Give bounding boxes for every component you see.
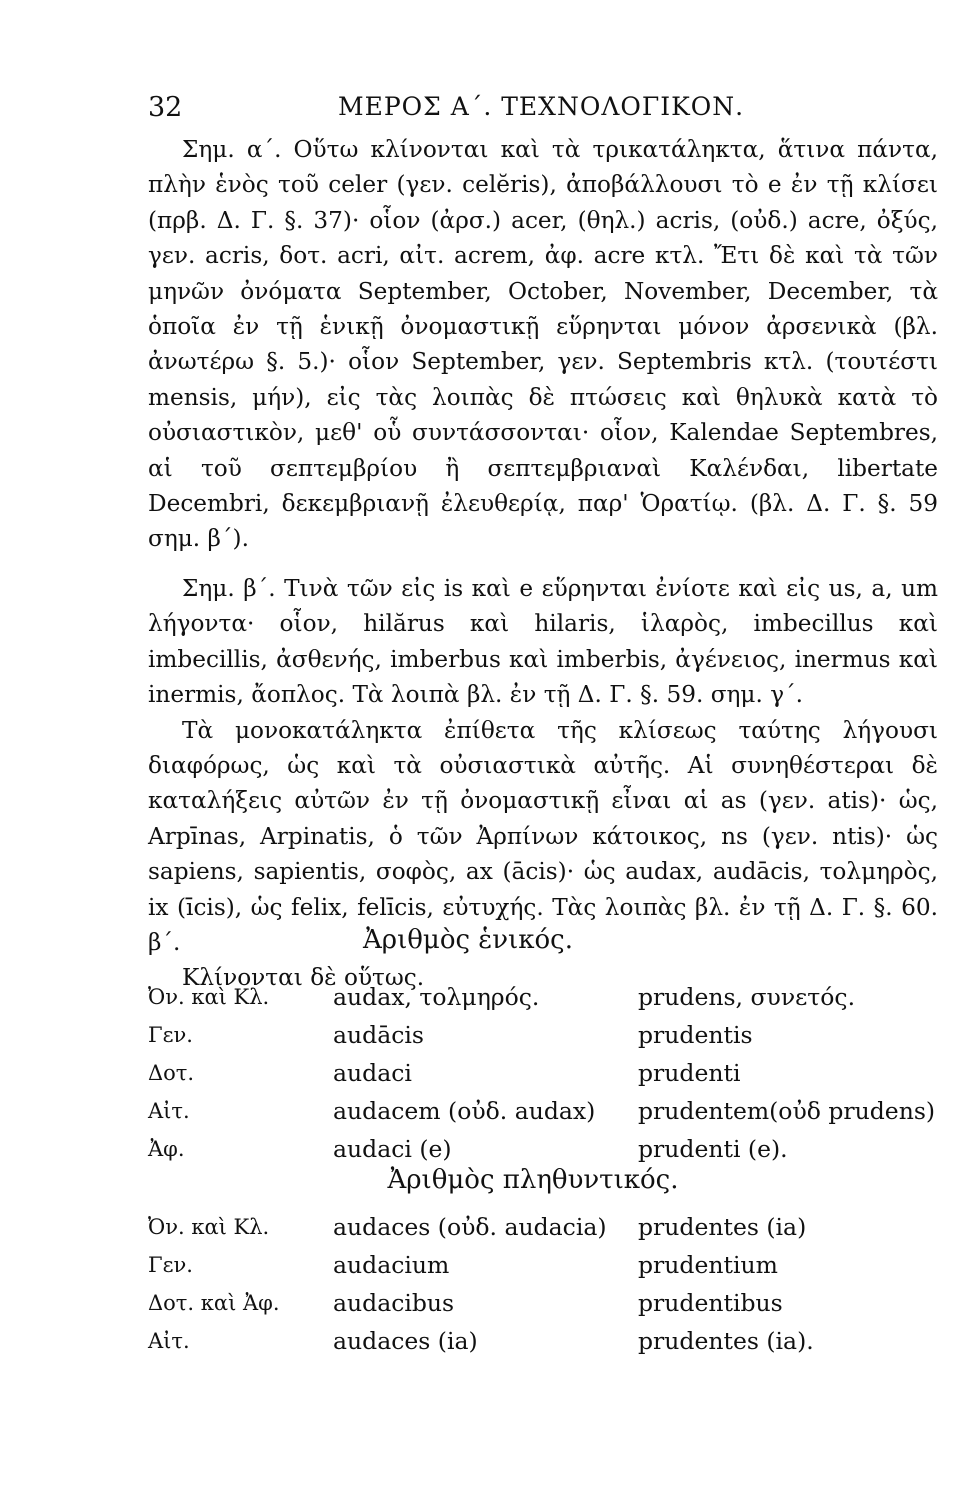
plural-heading: Ἀριθμὸς πληθυντικός. — [387, 1165, 679, 1195]
table-row — [148, 1246, 958, 1284]
audax-form: audaces (οὐδ. audacia) — [333, 1213, 607, 1241]
singular-heading: Ἀριθμὸς ἑνικός. — [363, 925, 573, 955]
table-row — [148, 1016, 958, 1054]
audax-form: audācis — [333, 1021, 424, 1049]
monoterminal-adjectives-paragraph: Τὰ μονοκατάληκτα ἐπίθετα τῆς κλίσεως ταύτης λήγουσι διαφόρως, ὡς καὶ τὰ οὐσιαστικὰ αὐτῆς. Αἱ συνηθέστεραι δὲ καταλήξεις αὐτῶν ἐν τῇ ὀνομαστικῇ εἶναι αἱ as (γεν. atis)· ὡς, Arpīnas, Arpinatis, ὁ τῶν Ἀρπίνων κάτοικος, ns (γεν. ntis)· ὡς sapiens, sapientis, σοφὸς, ax (ācis)· ὡς audax, audācis, τολμηρὸς, ix (īcis), ὡς felix, felīcis, εὐτυχής. Τὰς λοιπὰς βλ. ἐν τῇ Δ. Γ. §. 60. β΄. — [148, 716, 938, 956]
case-label: Δοτ. καὶ Ἀφ. — [148, 1291, 280, 1315]
case-label: Ἀφ. — [148, 1137, 185, 1161]
prudens-form: prudens, συνετός. — [638, 983, 856, 1011]
plural-declension-table — [148, 1208, 958, 1360]
table-row — [148, 978, 958, 1016]
case-label: Ὀν. καὶ Κλ. — [148, 1215, 270, 1239]
audax-form: audaces (ia) — [333, 1327, 478, 1355]
audax-form: audacibus — [333, 1289, 455, 1317]
page-number: 32 — [148, 92, 183, 123]
table-row — [148, 1284, 958, 1322]
table-row — [148, 1322, 958, 1360]
prudens-form: prudenti (e). — [638, 1135, 788, 1163]
prudens-form: prudentis — [638, 1021, 753, 1049]
table-row — [148, 1208, 958, 1246]
audax-form: audacem (οὐδ. audax) — [333, 1097, 596, 1125]
singular-declension-table — [148, 978, 958, 1168]
prudens-form: prudentem(οὐδ prudens) — [638, 1097, 936, 1125]
case-label: Ὀν. καὶ Κλ. — [148, 985, 270, 1009]
case-label: Γεν. — [148, 1023, 193, 1047]
running-title: ΜΕΡΟΣ Α΄. ΤΕΧΝΟΛΟΓΙΚΟΝ. — [338, 92, 745, 121]
case-label: Γεν. — [148, 1253, 193, 1277]
prudens-form: prudenti — [638, 1059, 741, 1087]
prudens-form: prudentibus — [638, 1289, 783, 1317]
audax-form: audaci (e) — [333, 1135, 452, 1163]
case-label: Δοτ. — [148, 1061, 195, 1085]
page-body — [148, 132, 938, 995]
prudens-form: prudentes (ia) — [638, 1213, 807, 1241]
table-row — [148, 1054, 958, 1092]
prudens-form: prudentes (ia). — [638, 1327, 814, 1355]
audax-form: audaci — [333, 1059, 412, 1087]
prudens-form: prudentium — [638, 1251, 778, 1279]
note-alpha-paragraph: Σημ. α΄. Οὕτω κλίνονται καὶ τὰ τρικατάληκτα, ἅτινα πάντα, πλὴν ἑνὸς τοῦ celer (γεν. celĕris), ἀποβάλλουσι τὸ e ἐν τῇ κλίσει (πρβ. Δ. Γ. §. 37)· οἷον (ἀρσ.) acer, (θηλ.) acris, (οὐδ.) acre, ὀξύς, γεν. acris, δοτ. acri, αἰτ. acrem, ἀφ. acre κτλ. Ἔτι δὲ καὶ τὰ τῶν μηνῶν ὀνόματα September, October, November, December, τὰ ὁποῖα ἐν τῇ ἑνικῇ ὀνομαστικῇ εὕρηνται μόνον ἀρσενικὰ (βλ. ἀνωτέρω §. 5.)· οἷον September, γεν. Septembris κτλ. (τουτέστι mensis, μήν), εἰς τὰς λοιπὰς δὲ πτώσεις καὶ θηλυκὰ κατὰ τὸ οὐσιαστικὸν, μεθ' οὗ συντάσσονται· οἷον, Kalendae Septembres, αἱ τοῦ σεπτεμβρίου ἢ σεπτεμβριαναὶ Καλένδαι, libertate Decembri, δεκεμβριανῇ ἐλευθερίᾳ, παρ' Ὁρατίῳ. (βλ. Δ. Γ. §. 59 σημ. β΄). — [148, 136, 938, 553]
case-label: Αἰτ. — [148, 1329, 190, 1353]
note-beta-paragraph: Σημ. β΄. Τινὰ τῶν εἰς is καὶ e εὕρηνται ἐνίοτε καὶ εἰς us, a, um λήγοντα· οἷον, hilărus καὶ hilaris, ἱλαρὸς, imbecillus καὶ imbecillis, ἀσθενής, imberbus καὶ imberbis, ἀγένειος, inermus καὶ inermis, ἄοπλος. Τὰ λοιπὰ βλ. ἐν τῇ Δ. Γ. §. 59. σημ. γ΄. — [148, 574, 938, 709]
case-label: Αἰτ. — [148, 1099, 190, 1123]
audax-form: audacium — [333, 1251, 450, 1279]
page-header — [148, 92, 918, 132]
table-row — [148, 1092, 958, 1130]
audax-form: audax, τολμηρός. — [333, 983, 540, 1011]
declension-intro-line: Κλίνονται δὲ οὕτως. — [182, 964, 425, 992]
